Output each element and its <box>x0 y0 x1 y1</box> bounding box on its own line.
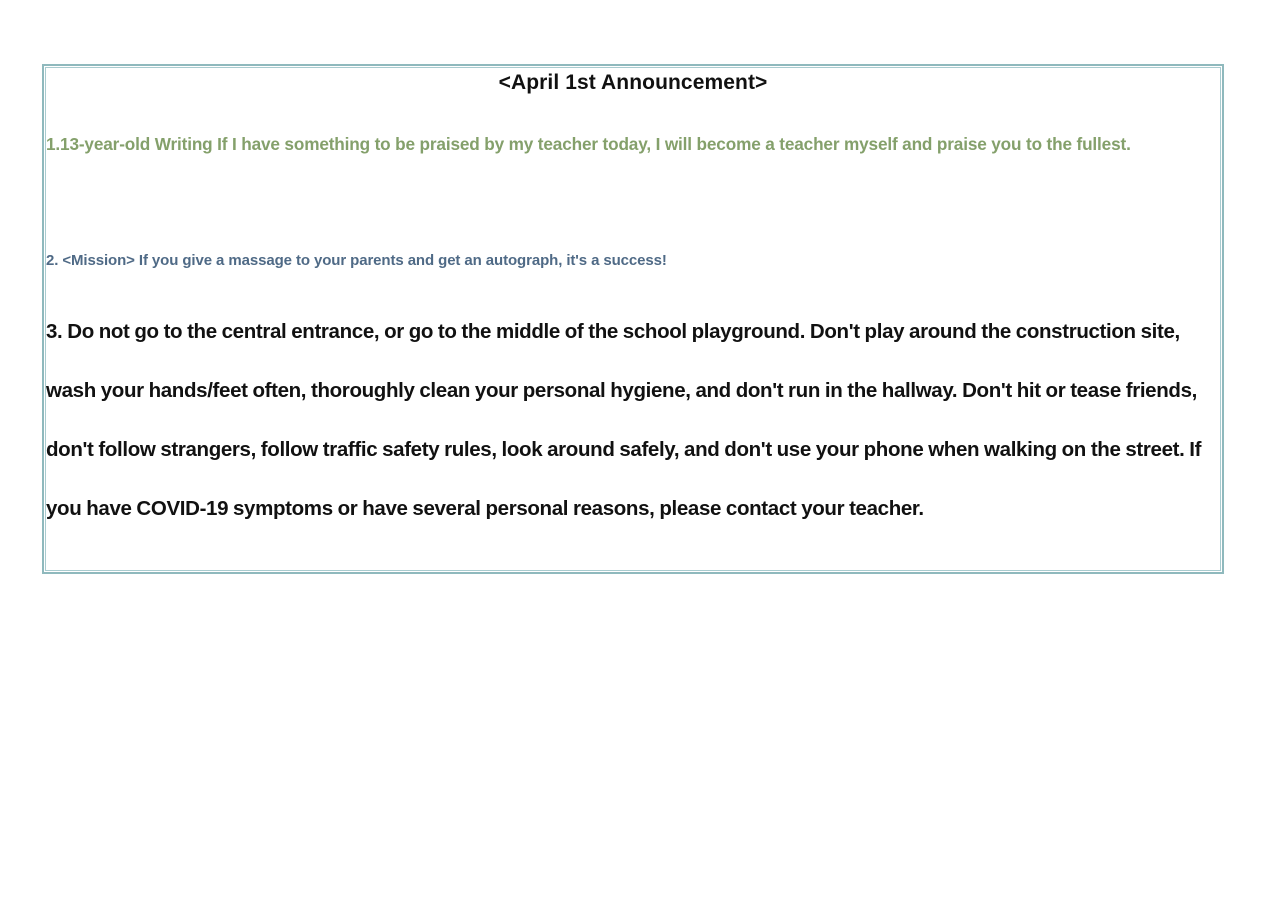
announcement-title: <April 1st Announcement> <box>498 71 768 94</box>
announcement-box <box>42 64 1224 574</box>
announcement-item-3: 3. Do not go to the central entrance, or go to the middle of the school playground. Don't play around the construction site, wash your hands/feet often, thoroughly clean your personal hygiene, and don't run in the hallway. Don't hit or tease friends, don't follow strangers, follow traffic safety rules, look around safely, and don't use your phone when walking on the street. If you have COVID-19 symptoms or have several personal reasons, please contact your teacher. <box>46 320 1202 520</box>
announcement-item-2: 2. <Mission> If you give a massage to your parents and get an autograph, it's a success! <box>46 252 667 269</box>
announcement-item-1: 1.13-year-old Writing If I have something to be praised by my teacher today, I will become a teacher myself and praise you to the fullest. <box>46 134 1131 154</box>
